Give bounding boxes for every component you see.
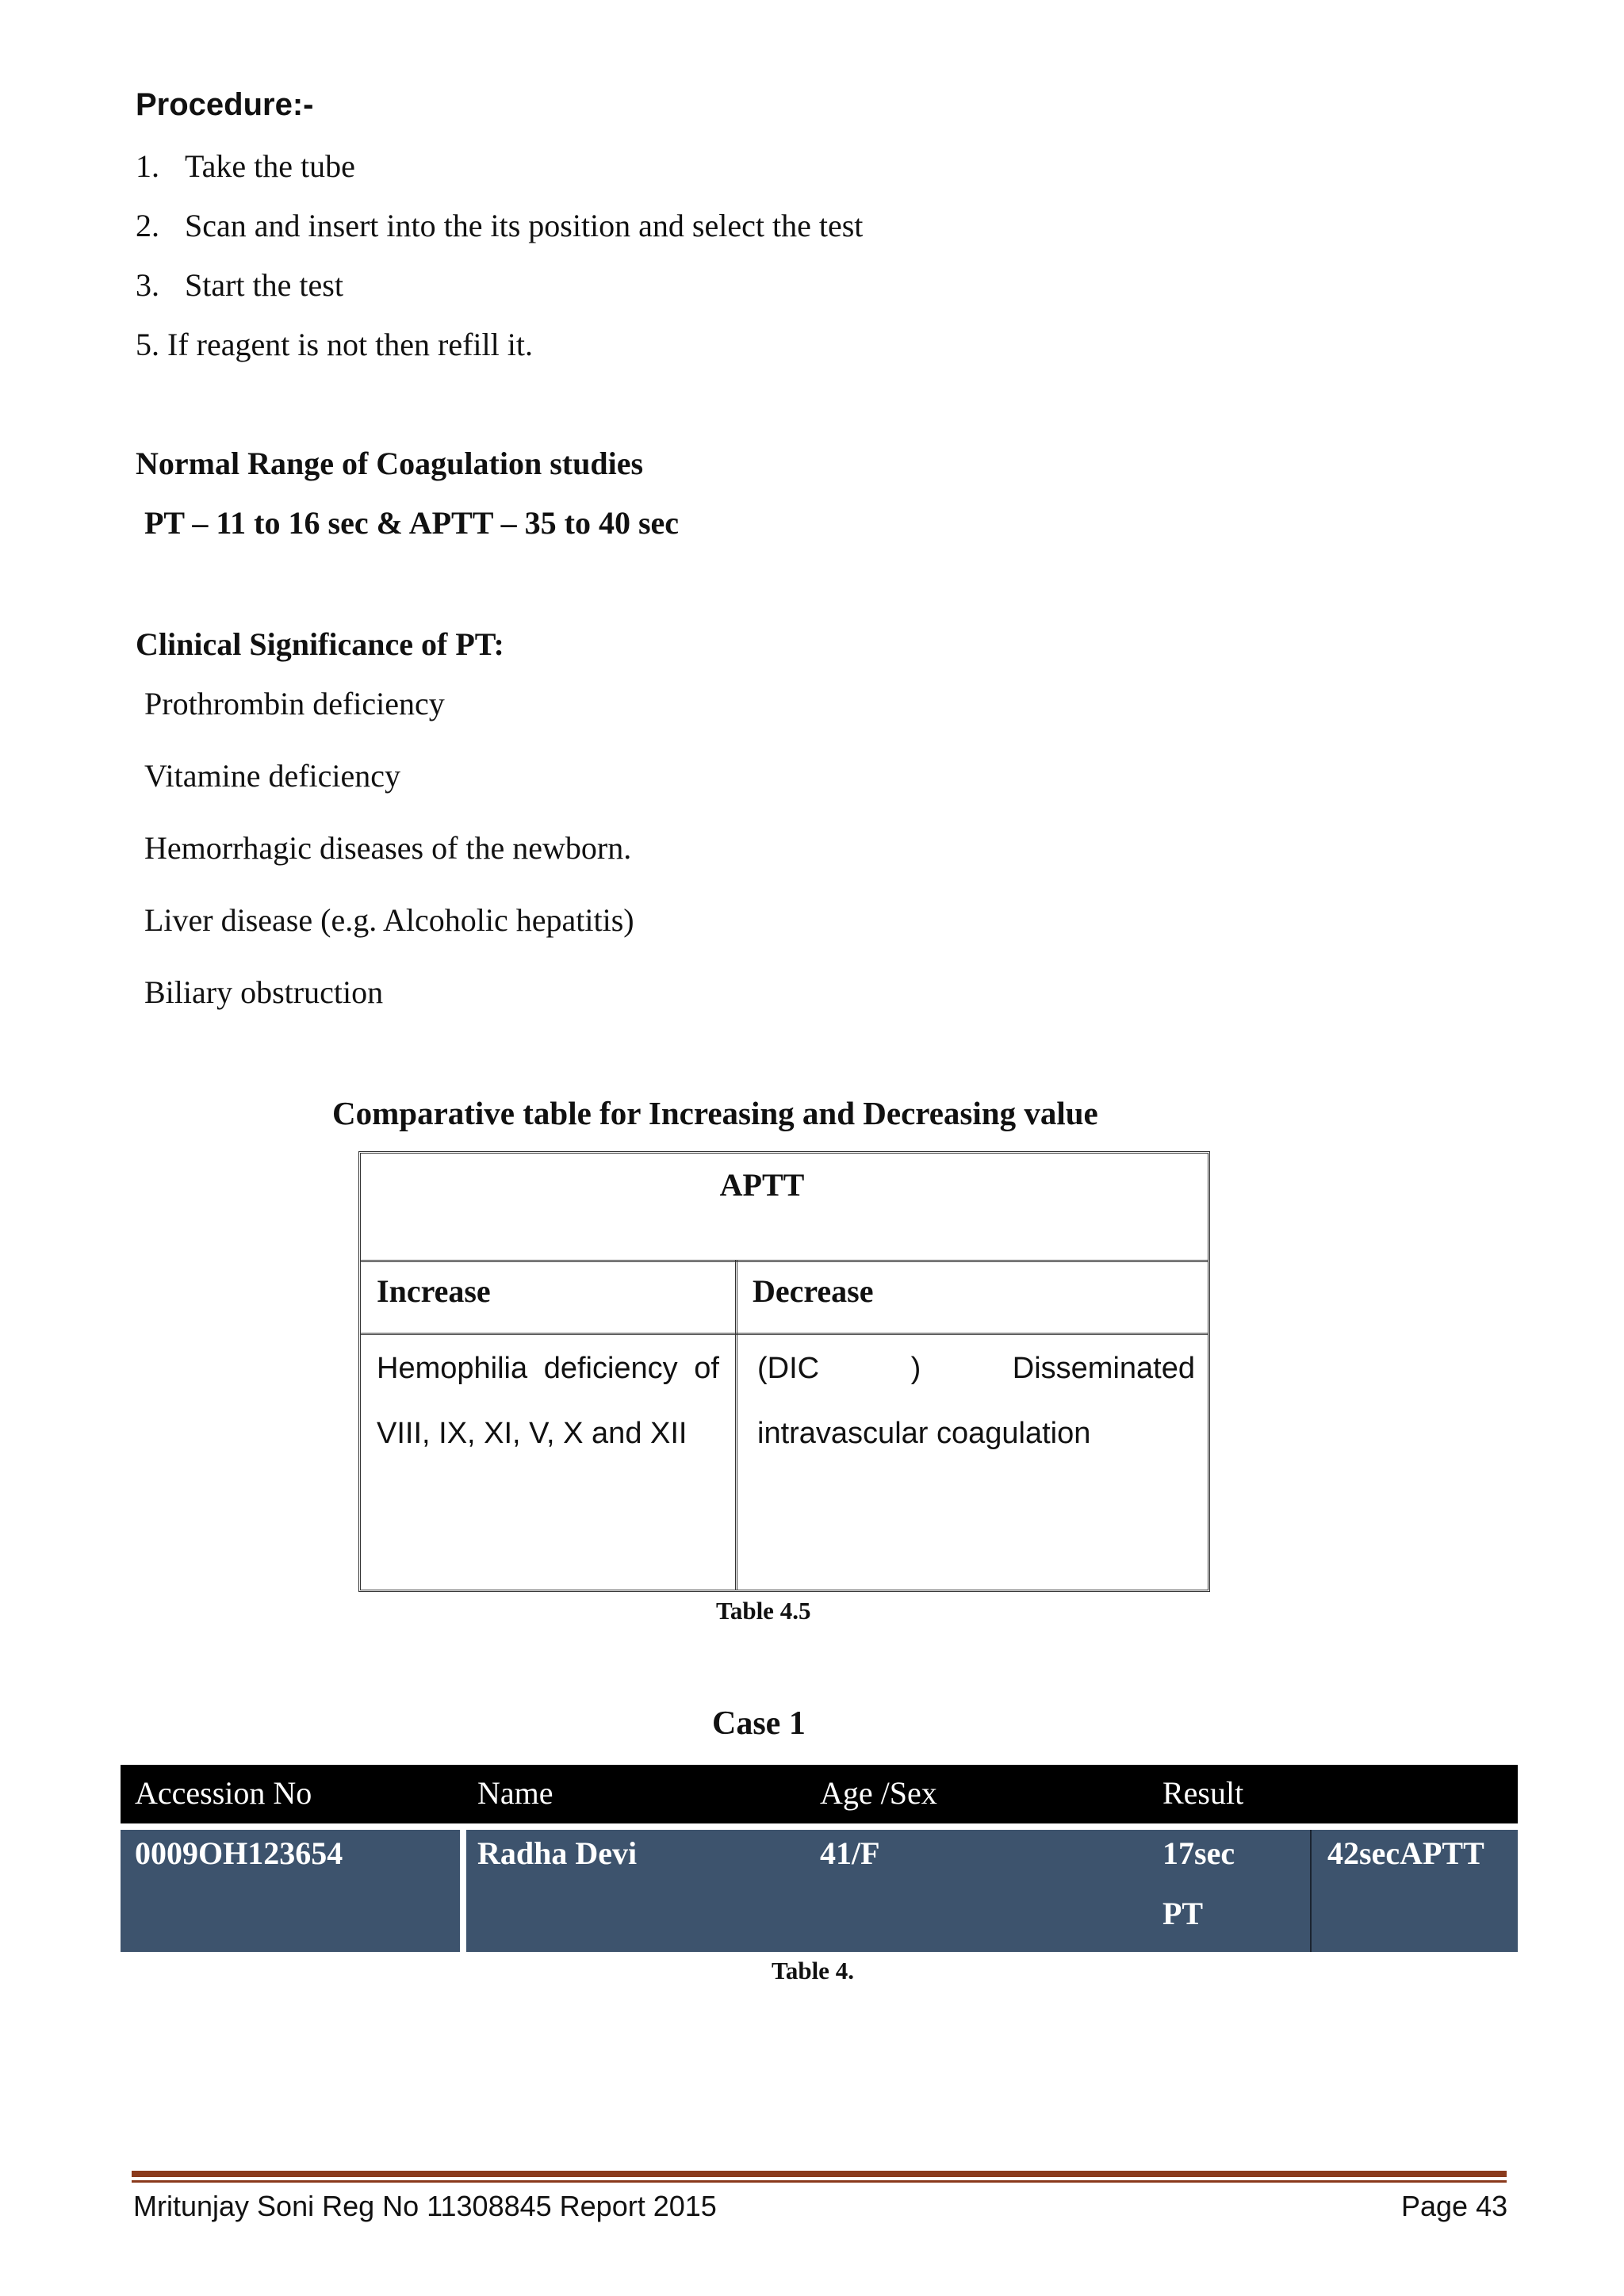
col-result-header: Result bbox=[1162, 1775, 1244, 1811]
normal-range-heading: Normal Range of Coagulation studies bbox=[136, 446, 644, 481]
step-text: Start the test bbox=[185, 267, 343, 303]
step-text: Take the tube bbox=[185, 148, 355, 184]
result-pt-line1: 17sec bbox=[1162, 1835, 1235, 1871]
case-cell-aptt bbox=[1312, 1830, 1518, 1952]
table-caption-4: Table 4. bbox=[772, 1957, 854, 1984]
table-column-header-row bbox=[361, 1260, 1208, 1335]
footer-rule-thick bbox=[132, 2171, 1507, 2177]
clinical-item: Liver disease (e.g. Alcoholic hepatitis) bbox=[144, 902, 634, 938]
step-number: 1. bbox=[136, 148, 159, 184]
procedure-step-3 bbox=[136, 266, 343, 304]
step-number: 2. bbox=[136, 208, 159, 243]
age-sex-value: 41/F bbox=[820, 1835, 880, 1871]
clinical-heading: Clinical Significance of PT: bbox=[136, 626, 504, 662]
decrease-cell: (DIC ) Disseminated intravascular coagulation bbox=[757, 1352, 1195, 1450]
case-table-header-row bbox=[121, 1765, 1518, 1823]
footer-page-number: Page 43 bbox=[1401, 2190, 1508, 2222]
footer-author: Mritunjay Soni Reg No 11308845 Report 2015 bbox=[133, 2190, 717, 2222]
case-cell-accession bbox=[121, 1830, 460, 1952]
aptt-value: 42secAPTT bbox=[1327, 1835, 1484, 1871]
step-text: Scan and insert into the its position and select the test bbox=[185, 208, 864, 243]
procedure-step-1 bbox=[136, 147, 355, 185]
clinical-item: Biliary obstruction bbox=[144, 974, 384, 1010]
name-value: Radha Devi bbox=[477, 1835, 638, 1871]
result-pt-line2: PT bbox=[1162, 1896, 1204, 1931]
comparative-table bbox=[358, 1151, 1210, 1592]
clinical-item: Prothrombin deficiency bbox=[144, 686, 445, 721]
footer-rule-thin bbox=[132, 2180, 1507, 2183]
accession-value: 0009OH123654 bbox=[135, 1835, 343, 1871]
normal-range-values: PT – 11 to 16 sec & APTT – 35 to 40 sec bbox=[144, 505, 680, 541]
procedure-step-2 bbox=[136, 207, 864, 244]
increase-cell: Hemophilia deficiency of VIII, IX, XI, V, X and XII bbox=[377, 1352, 719, 1450]
aptt-header: APTT bbox=[719, 1167, 805, 1203]
procedure-step-5: 5. If reagent is not then refill it. bbox=[136, 327, 533, 362]
case-cell-group bbox=[466, 1830, 1310, 1952]
table-caption-4-5: Table 4.5 bbox=[716, 1597, 811, 1624]
clinical-item: Hemorrhagic diseases of the newborn. bbox=[144, 830, 632, 866]
comparative-table-title: Comparative table for Increasing and Decreasing value bbox=[332, 1095, 1098, 1131]
column-divider bbox=[735, 1260, 737, 1590]
clinical-item: Vitamine deficiency bbox=[144, 758, 401, 794]
col-accession-header: Accession No bbox=[135, 1775, 312, 1811]
increase-header: Increase bbox=[377, 1273, 491, 1309]
table-header-row bbox=[361, 1154, 1208, 1262]
step-number: 3. bbox=[136, 267, 159, 303]
col-age-sex-header: Age /Sex bbox=[820, 1775, 937, 1811]
decrease-header: Decrease bbox=[753, 1273, 874, 1309]
case-title: Case 1 bbox=[712, 1705, 806, 1742]
col-name-header: Name bbox=[477, 1775, 553, 1811]
procedure-heading: Procedure:- bbox=[136, 87, 314, 122]
